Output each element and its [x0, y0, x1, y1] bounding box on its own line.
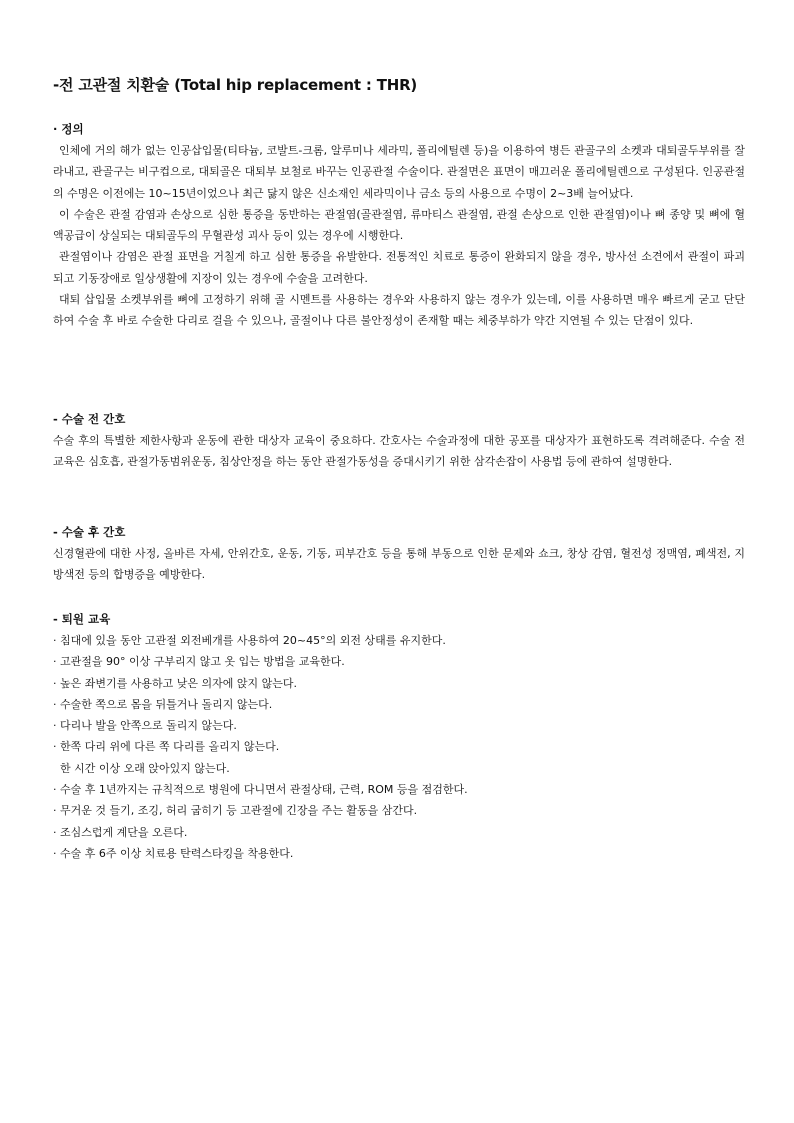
- discharge-section: [53, 608, 745, 864]
- definition-paragraph: 관절염이나 감염은 관절 표면을 거칠게 하고 심한 통증을 유발한다. 전통적인 치료로 통증이 완화되지 않을 경우, 방사선 소견에서 관절이 파괴되고 기동장애로 일상생활에 지장이 있는 경우에 수술을 고려한다.: [53, 250, 745, 285]
- discharge-item: · 고관절을 90° 이상 구부리지 않고 옷 입는 방법을 교육한다.: [53, 655, 345, 669]
- discharge-item: · 조심스럽게 계단을 오른다.: [53, 825, 188, 839]
- definition-section: [53, 118, 745, 332]
- definition-heading: · 정의: [53, 122, 84, 136]
- postop-paragraph: 신경혈관에 대한 사정, 올바른 자세, 안위간호, 운동, 기동, 피부간호 등을 통해 부동으로 인한 문제와 쇼크, 창상 감염, 혈전성 정맥염, 폐색전, 지방색전 등의 합병증을 예방한다.: [53, 547, 745, 582]
- document-title: -전 고관절 치환술 (Total hip replacement : THR): [53, 76, 418, 94]
- definition-paragraph: 인체에 거의 해가 없는 인공삽입물(티타늄, 코발트-크롬, 알루미나 세라믹, 폴리에틸렌 등)을 이용하여 병든 관골구의 소켓과 대퇴골두부위를 잘라내고, 관골구는 비구컵으로, 대퇴골은 대퇴부 보철로 바꾸는 인공관절 수술이다. 관절면은 표면이 매끄러운 폴리에틸렌으로 구성된다. 인공관절의 수명은 이전에는 10~15년이었으나 최근 닳지 않은 신소재인 세라믹이나 금소 등의 사용으로 수명이 2~3배 늘어났다.: [53, 144, 745, 200]
- preop-paragraph: 수술 후의 특별한 제한사항과 운동에 관한 대상자 교육이 중요하다. 간호사는 수술과정에 대한 공포를 대상자가 표현하도록 격려해준다. 수술 전 교육은 심호흡, 관절가동범위운동, 침상안정을 하는 동안 관절가동성을 증대시키기 위한 삼각손잡이 사용법 등에 관하여 설명한다.: [53, 434, 745, 469]
- postop-heading: - 수술 후 간호: [53, 525, 126, 539]
- preop-section: [53, 408, 745, 473]
- discharge-item: · 다리나 발을 안쪽으로 돌리지 않는다.: [53, 719, 237, 733]
- discharge-heading: - 퇴원 교육: [53, 612, 111, 626]
- discharge-item: · 침대에 있을 동안 고관절 외전베개를 사용하여 20~45°의 외전 상태를 유지한다.: [53, 634, 446, 647]
- definition-paragraph: 대퇴 삽입물 소켓부위를 뼈에 고정하기 위해 골 시멘트를 사용하는 경우와 사용하지 않는 경우가 있는데, 이를 사용하면 매우 빠르게 굳고 단단하여 수술 후 바로 수술한 다리로 걸을 수 있으나, 골절이나 다른 불안정성이 존재할 때는 체중부하가 약간 지연될 수 있는 단점이 있다.: [53, 293, 745, 328]
- preop-heading: - 수술 전 간호: [53, 412, 126, 426]
- discharge-item: 한 시간 이상 오래 앉아있지 않는다.: [53, 761, 230, 775]
- discharge-item: · 무거운 것 들기, 조깅, 허리 굽히기 등 고관절에 긴장을 주는 활동을 삼간다.: [53, 804, 418, 818]
- discharge-item: · 높은 좌변기를 사용하고 낮은 의자에 앉지 않는다.: [53, 676, 297, 690]
- discharge-item: · 수술한 쪽으로 몸을 뒤틀거나 돌리지 않는다.: [53, 697, 273, 711]
- discharge-item: · 수술 후 6주 이상 치료용 탄력스타킹을 착용한다.: [53, 846, 294, 860]
- postop-section: [53, 521, 745, 586]
- discharge-item: · 수술 후 1년까지는 규칙적으로 병원에 다니면서 관절상태, 근력, ROM 등을 점검한다.: [53, 783, 468, 797]
- discharge-item: · 한쪽 다리 위에 다른 쪽 다리를 올리지 않는다.: [53, 740, 280, 754]
- definition-paragraph: 이 수술은 관절 감염과 손상으로 심한 통증을 동반하는 관절염(골관절염, 류마티스 관절염, 관절 손상으로 인한 관절염)이나 뼈 종양 및 뼈에 혈액공급이 상실되는 대퇴골두의 무혈관성 괴사 등이 있는 경우에 시행한다.: [53, 207, 746, 243]
